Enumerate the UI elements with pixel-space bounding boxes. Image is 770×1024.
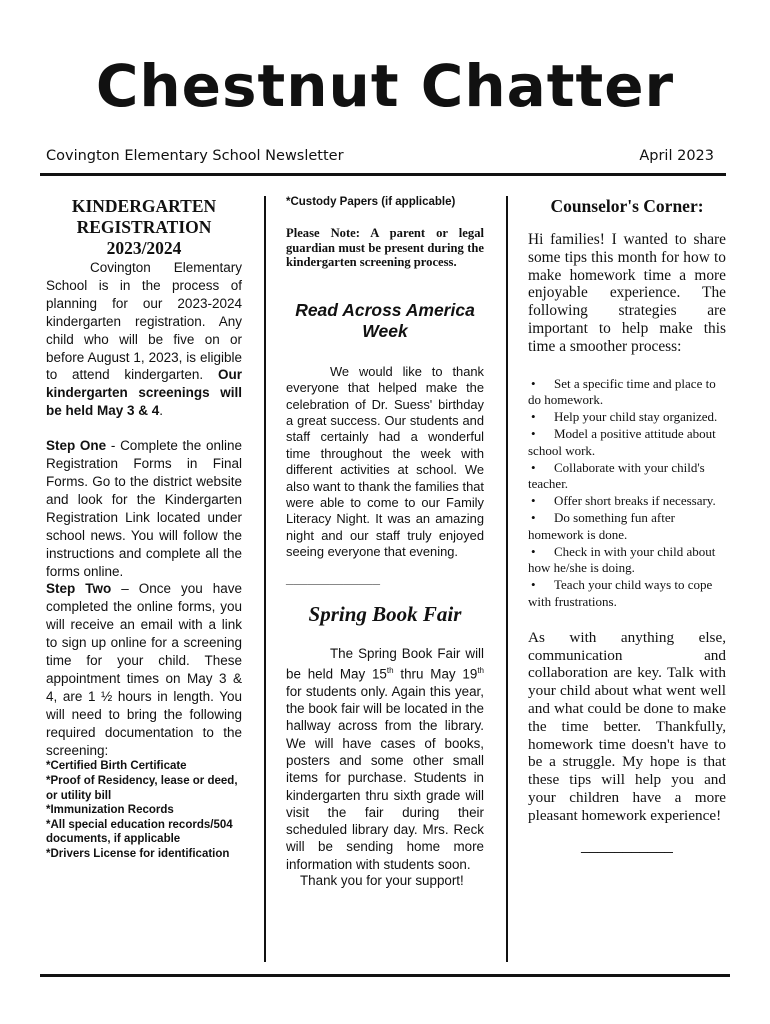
counselor-separator: ___________ xyxy=(581,836,673,854)
list-item xyxy=(528,577,726,611)
column-divider-2 xyxy=(506,196,508,962)
document-item: *Certified Birth Certificate xyxy=(46,760,187,773)
book-fair-body xyxy=(286,645,484,873)
newsletter-subtitle: Covington Elementary School Newsletter xyxy=(46,148,344,164)
document-list xyxy=(46,759,242,861)
events-column xyxy=(286,196,484,888)
bullet-icon: • xyxy=(531,459,536,475)
list-item xyxy=(528,409,726,426)
step-two-text: – Once you have completed the online forms, you will receive an email with a link to sign up online for a screening time for your child. These appointment times on May 3 & 4, are 1 ½ hours in length. You will need to bring the following required documentation to the screening: xyxy=(46,581,242,758)
fair-text-2: thru May 19 xyxy=(393,666,478,682)
book-fair-heading: Spring Book Fair xyxy=(308,601,462,626)
list-item xyxy=(528,544,726,578)
tip-text: Set a specific time and place to do homework. xyxy=(528,375,716,408)
list-item xyxy=(528,510,726,544)
column-divider-1 xyxy=(264,196,266,962)
document-item: *Proof of Residency, lease or deed, or utility bill xyxy=(46,775,238,802)
tip-text: Collaborate with your child's teacher. xyxy=(528,459,705,492)
fair-text-3: for students only. Again this year, the book fair will be located in the hallway across from the library. We will have cases of books, posters and some other small items for purchase. Students in kindergarten thru sixth grade will visit the fair during their scheduled library day. Mrs. Reck will be sending home more information with students soon. xyxy=(286,683,485,872)
read-across-body: We would like to thank everyone that helped make the celebration of Dr. Suess' birthday a great success. Our students and staff certainly had a wonderful time throughout the week with different activities at school. We also want to thank the families that were able to come to our Family Literacy Night. It was an amazing night and our staff truly enjoyed seeing everyone that evening. xyxy=(286,363,484,560)
footer-rule xyxy=(40,974,730,977)
list-item xyxy=(528,376,726,410)
fair-sup-2: th xyxy=(477,665,484,675)
list-item xyxy=(528,493,726,510)
kindergarten-column xyxy=(46,196,242,862)
bullet-icon: • xyxy=(531,409,536,425)
tip-text: Model a positive attitude about school work. xyxy=(528,425,716,458)
list-item xyxy=(528,426,726,460)
fair-text-1: The Spring Book Fair will be held May 15 xyxy=(286,645,484,682)
step-one xyxy=(46,437,242,580)
tip-text: Do something fun after homework is done. xyxy=(528,509,675,542)
bullet-icon: • xyxy=(531,375,536,391)
counselor-column xyxy=(528,196,726,854)
bullet-icon: • xyxy=(531,509,536,525)
header-rule xyxy=(40,173,726,176)
newsletter-title: Chestnut Chatter xyxy=(95,52,675,120)
counselor-intro: Hi families! I wanted to share some tips this month for how to make homework time a more enjoyable experience. The following strategies are important to help make this time a smoother process: xyxy=(528,231,726,355)
tips-list xyxy=(528,376,726,611)
bullet-icon: • xyxy=(531,543,536,559)
tip-text: Teach your child ways to cope with frustrations. xyxy=(528,577,713,609)
kindergarten-intro xyxy=(46,259,242,420)
step-two xyxy=(46,580,242,759)
bullet-icon: • xyxy=(531,425,536,441)
intro-end: . xyxy=(159,403,164,419)
step-one-label: Step One xyxy=(46,438,107,454)
step-two-label: Step Two xyxy=(46,581,112,597)
kindergarten-heading: KINDERGARTEN REGISTRATION 2023/2024 xyxy=(71,196,217,258)
custody-papers: *Custody Papers (if applicable) xyxy=(286,196,456,208)
tip-text: Help your child stay organized. xyxy=(554,409,718,425)
step-one-text: - Complete the online Registration Forms in Final Forms. Go to the district website and look for the Kindergarten Registration Link located under school news. You will follow the instructions and complete all the forms online. xyxy=(46,438,243,579)
intro-text: Covington Elementary School is in the process of planning for our 2023-2024 kindergarten registration. Any child who will be five on or before August 1, 2023, is eligible to attend kindergarten. xyxy=(46,260,242,383)
counselor-closing: As with anything else, communication and collaboration are key. Talk with your child about what went well and what could be done to make the time better. Thankfully, homework time doesn't have to be a struggle. My hope is that these tips will help you and your children have a more pleasant homework experience! xyxy=(528,628,726,824)
counselor-heading: Counselor's Corner: xyxy=(550,196,704,216)
section-separator: _____________ xyxy=(286,570,380,586)
read-across-heading: Read Across America Week xyxy=(295,299,475,341)
screening-dates: Our kindergarten screenings will be held May 3 & 4 xyxy=(46,367,242,419)
fair-sup-1: th xyxy=(386,665,394,675)
thanks-line: Thank you for your support! xyxy=(300,872,464,888)
issue-date: April 2023 xyxy=(639,148,714,164)
document-item: *Drivers License for identification xyxy=(46,848,230,861)
tip-text: Offer short breaks if necessary. xyxy=(554,493,716,509)
bullet-icon: • xyxy=(531,577,536,593)
parent-note: Please Note: A parent or legal guardian must be present during the kindergarten screening process. xyxy=(286,226,484,270)
document-item: *Immunization Records xyxy=(46,804,174,817)
bullet-icon: • xyxy=(531,493,536,509)
document-item: *All special education records/504 documents, if applicable xyxy=(46,818,233,846)
tip-text: Check in with your child about how he/she is doing. xyxy=(528,543,716,576)
list-item xyxy=(528,460,726,494)
